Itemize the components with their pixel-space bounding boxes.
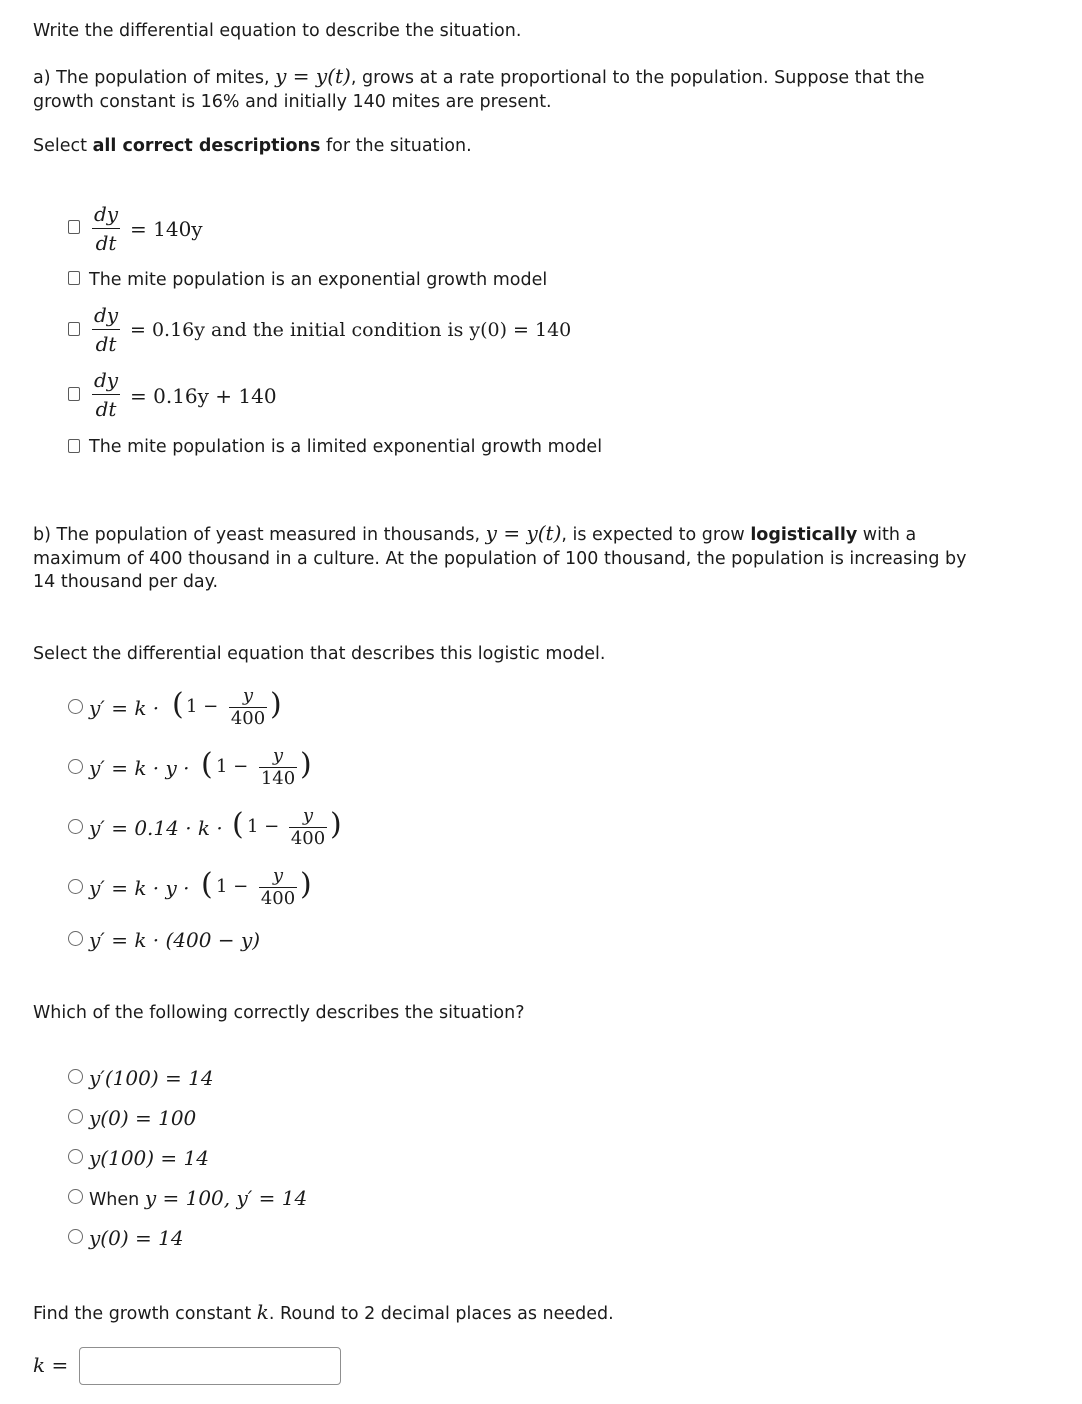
option-1-label: = 140y (130, 217, 203, 241)
radio-de-option-2[interactable] (68, 759, 83, 774)
open-paren: ( (172, 687, 184, 722)
close-paren: ) (300, 747, 312, 782)
y-over-140-fraction: y 140 (260, 745, 296, 789)
option-3-label: = 0.16y and the initial condition is y(0) = 140 (130, 319, 572, 341)
close-paren: ) (270, 687, 282, 722)
radio-situation-5[interactable] (68, 1229, 83, 1244)
open-paren: ( (201, 747, 213, 782)
radio-de-option-1[interactable] (68, 699, 83, 714)
k-answer-input[interactable] (79, 1347, 341, 1385)
y-over-400-fraction: y 400 (290, 805, 326, 849)
which-question: Which of the following correctly describes the situation? (33, 1003, 525, 1023)
part-a-select-instruction: Select all correct descriptions for the situation. (33, 136, 472, 156)
radio-situation-3[interactable] (68, 1149, 83, 1164)
k-label: k = (33, 1353, 69, 1377)
dy-dt-fraction: dy dt (93, 202, 119, 255)
checkbox-option-5[interactable] (68, 439, 80, 453)
y-over-400-fraction: y 400 (230, 685, 266, 729)
part-a-prompt-line1: a) The population of mites, y = y(t), grows at a rate proportional to the population. Suppose that the (33, 64, 925, 88)
one-minus: 1 − (216, 876, 249, 897)
dy-dt-fraction: dy dt (93, 303, 119, 356)
select-de-instruction: Select the differential equation that describes this logistic model. (33, 644, 606, 664)
radio-situation-2[interactable] (68, 1109, 83, 1124)
situation-2-label: y(0) = 100 (89, 1106, 197, 1130)
one-minus: 1 − (247, 816, 280, 837)
close-paren: ) (330, 807, 342, 842)
dy-dt-fraction: dy dt (93, 368, 119, 421)
option-4-label: = 0.16y + 140 (130, 384, 277, 408)
checkbox-option-4[interactable] (68, 387, 80, 401)
de-option-4-prefix: y′ = k · y · (89, 876, 190, 900)
checkbox-option-3[interactable] (68, 322, 80, 336)
radio-de-option-5[interactable] (68, 931, 83, 946)
option-2-label: The mite population is an exponential growth model (89, 270, 548, 290)
one-minus: 1 − (216, 756, 249, 777)
one-minus: 1 − (186, 696, 219, 717)
checkbox-option-1[interactable] (68, 220, 80, 234)
close-paren: ) (300, 867, 312, 902)
part-b-prompt-line3: 14 thousand per day. (33, 572, 219, 592)
part-a-prompt-line2: growth constant is 16% and initially 140 mites are present. (33, 92, 552, 112)
de-option-1-prefix: y′ = k · (89, 696, 160, 720)
y-equals-yt: y = y(t) (485, 521, 562, 545)
de-option-2-prefix: y′ = k · y · (89, 756, 190, 780)
y-equals-yt: y = y(t) (275, 64, 351, 88)
situation-5-label: y(0) = 14 (89, 1226, 184, 1250)
radio-situation-4[interactable] (68, 1189, 83, 1204)
situation-3-label: y(100) = 14 (89, 1146, 209, 1170)
intro-text: Write the differential equation to describe the situation. (33, 21, 522, 41)
situation-4-label: When y = 100, y′ = 14 (89, 1186, 308, 1210)
find-k-instruction: Find the growth constant k. Round to 2 decimal places as needed. (33, 1300, 614, 1324)
open-paren: ( (232, 807, 244, 842)
radio-de-option-4[interactable] (68, 879, 83, 894)
open-paren: ( (201, 867, 213, 902)
checkbox-option-2[interactable] (68, 271, 80, 285)
situation-1-label: y′(100) = 14 (89, 1066, 214, 1090)
de-option-5-label: y′ = k · (400 − y) (89, 928, 261, 952)
radio-situation-1[interactable] (68, 1069, 83, 1084)
de-option-3-prefix: y′ = 0.14 · k · (89, 816, 223, 840)
y-over-400-fraction: y 400 (260, 865, 296, 909)
part-b-prompt-line1: b) The population of yeast measured in thousands, y = y(t), is expected to grow logistically with a (33, 521, 917, 545)
radio-de-option-3[interactable] (68, 819, 83, 834)
part-b-prompt-line2: maximum of 400 thousand in a culture. At the population of 100 thousand, the population is increasing by (33, 549, 967, 569)
option-5-label: The mite population is a limited exponential growth model (89, 437, 603, 457)
